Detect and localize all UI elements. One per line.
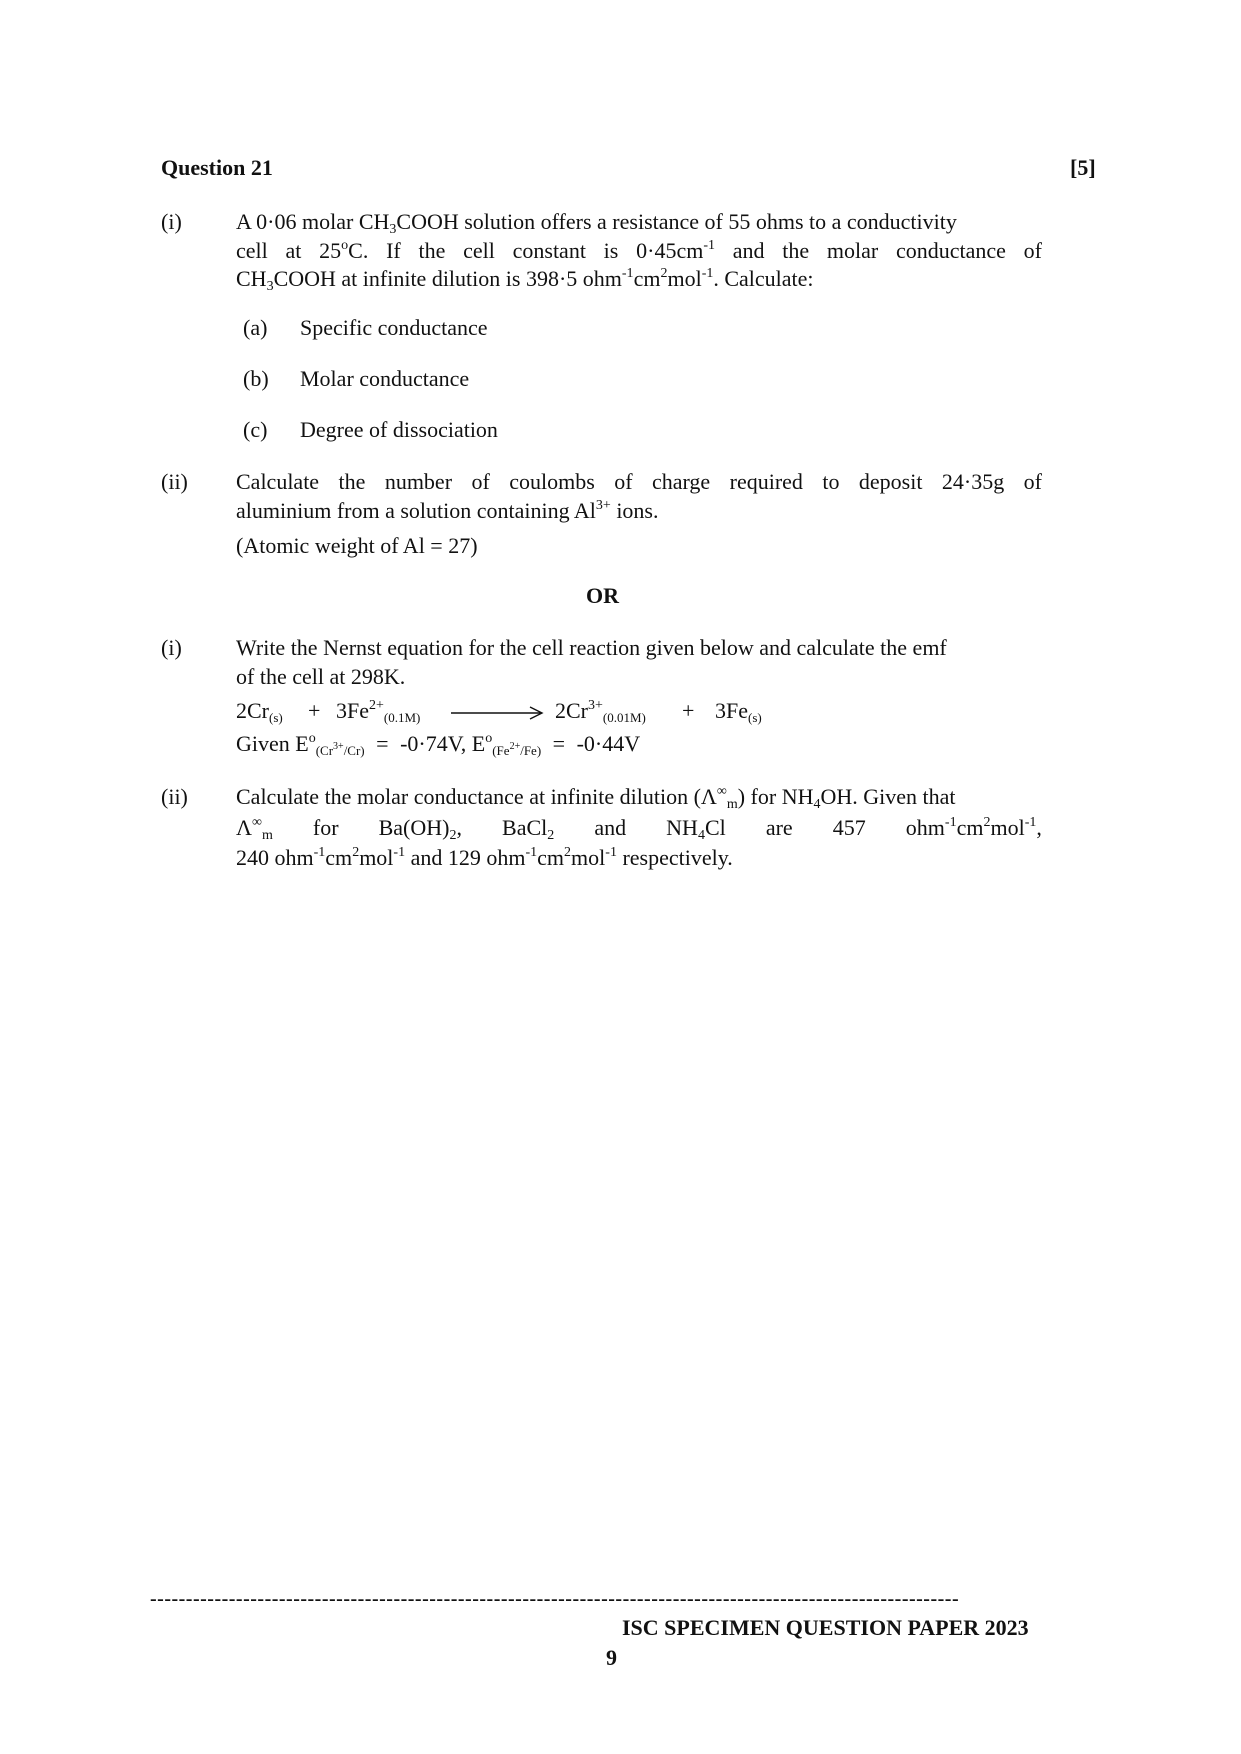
reaction-arrow-icon (450, 703, 545, 723)
reaction-plus2: + (682, 698, 695, 723)
footer-dashed-rule: ----------------------------------------------------------------------------------------------------------------- (150, 1588, 960, 1610)
atomic-weight-note: (Atomic weight of Al = 27) (236, 533, 478, 558)
given-pair1: $(Cr^{3+}/Cr)$ (315, 741, 365, 758)
subpart-c-text: Degree of dissociation (300, 417, 498, 442)
subpart-b-label: (b) (243, 366, 269, 391)
subpart-a-text: Specific conductance (300, 315, 488, 340)
or-separator: OR (586, 583, 619, 608)
part1-ii-label: (ii) (161, 469, 188, 494)
part1-i-line3: $CH_3COOH$ at infinite dilution is 398·5 $ohm^{-1}cm^2mol^{-1}$. Calculate: (236, 266, 814, 295)
subpart-c-label: (c) (243, 417, 268, 442)
part2-ii-line3: 240 $ohm^{-1}cm^2mol^{-1}$ and 129 $ohm^{-1}cm^2mol^{-1}$ respectively. (236, 845, 733, 871)
question-title: Question 21 (161, 155, 273, 180)
part2-ii-line2: $\Lambda^\infty_m$ for $Ba(OH)_2$, BaCl$_2$ and $NH_4Cl$ are 457 $ohm^{-1}cm^2mol^{-1}$, (236, 814, 1042, 843)
page-number: 9 (606, 1645, 617, 1670)
given-pair2: $(Fe^{2+}/Fe)$ (492, 741, 542, 758)
part2-ii-line1: Calculate the molar conductance at infinite dilution $(\Lambda^\infty_m)$ for $NH_4OH$. Given that (236, 784, 956, 812)
part2-i-text (236, 634, 1042, 691)
reaction-plus1: + (308, 698, 321, 723)
part1-ii-line1: Calculate the number of coulombs of charge required to deposit 24·35g of (236, 469, 1042, 494)
part2-ii-label: (ii) (161, 784, 188, 809)
part1-i-text (236, 208, 1042, 294)
marks-label: [5] (1070, 155, 1096, 180)
reaction-lhs1: 2Cr(s) (236, 698, 283, 725)
part1-ii-line2: aluminium from a solution containing $Al^{3+}$ ions. (236, 497, 659, 523)
part2-ii-text (236, 783, 1042, 873)
part2-i-line2: of the cell at 298K. (236, 663, 406, 689)
part1-i-line2: cell at 25$^o$C. If the cell constant is $0\cdot 45cm^{-1}$ and the molar conductance of (236, 237, 1042, 263)
part1-ii-text (236, 468, 1042, 525)
reaction-rhs2: 3Fe(s) (715, 698, 762, 725)
reaction-rhs1: $2Cr^{3+}(0.01M)$ (555, 698, 646, 725)
part2-i-line1: Write the Nernst equation for the cell reaction given below and calculate the emf (236, 635, 947, 660)
part2-i-label: (i) (161, 635, 182, 660)
part1-i-line1: A 0·06 molar $CH_3COOH$ solution offers a resistance of 55 ohms to a conductivity (236, 209, 957, 237)
given-potentials: Given $E^o(Cr^{3+}/Cr) = -0\cdot 74V$, $E^o(Fe^{2+}/Fe) = -0\cdot 44V$ (236, 731, 641, 758)
subpart-b-text: Molar conductance (300, 366, 470, 391)
part1-i-label: (i) (161, 209, 182, 234)
footer-paper-title: ISC SPECIMEN QUESTION PAPER 2023 (622, 1615, 1029, 1640)
subpart-a-label: (a) (243, 315, 268, 340)
reaction-lhs2: $3Fe^{2+}(0.1M)$ (336, 698, 421, 725)
